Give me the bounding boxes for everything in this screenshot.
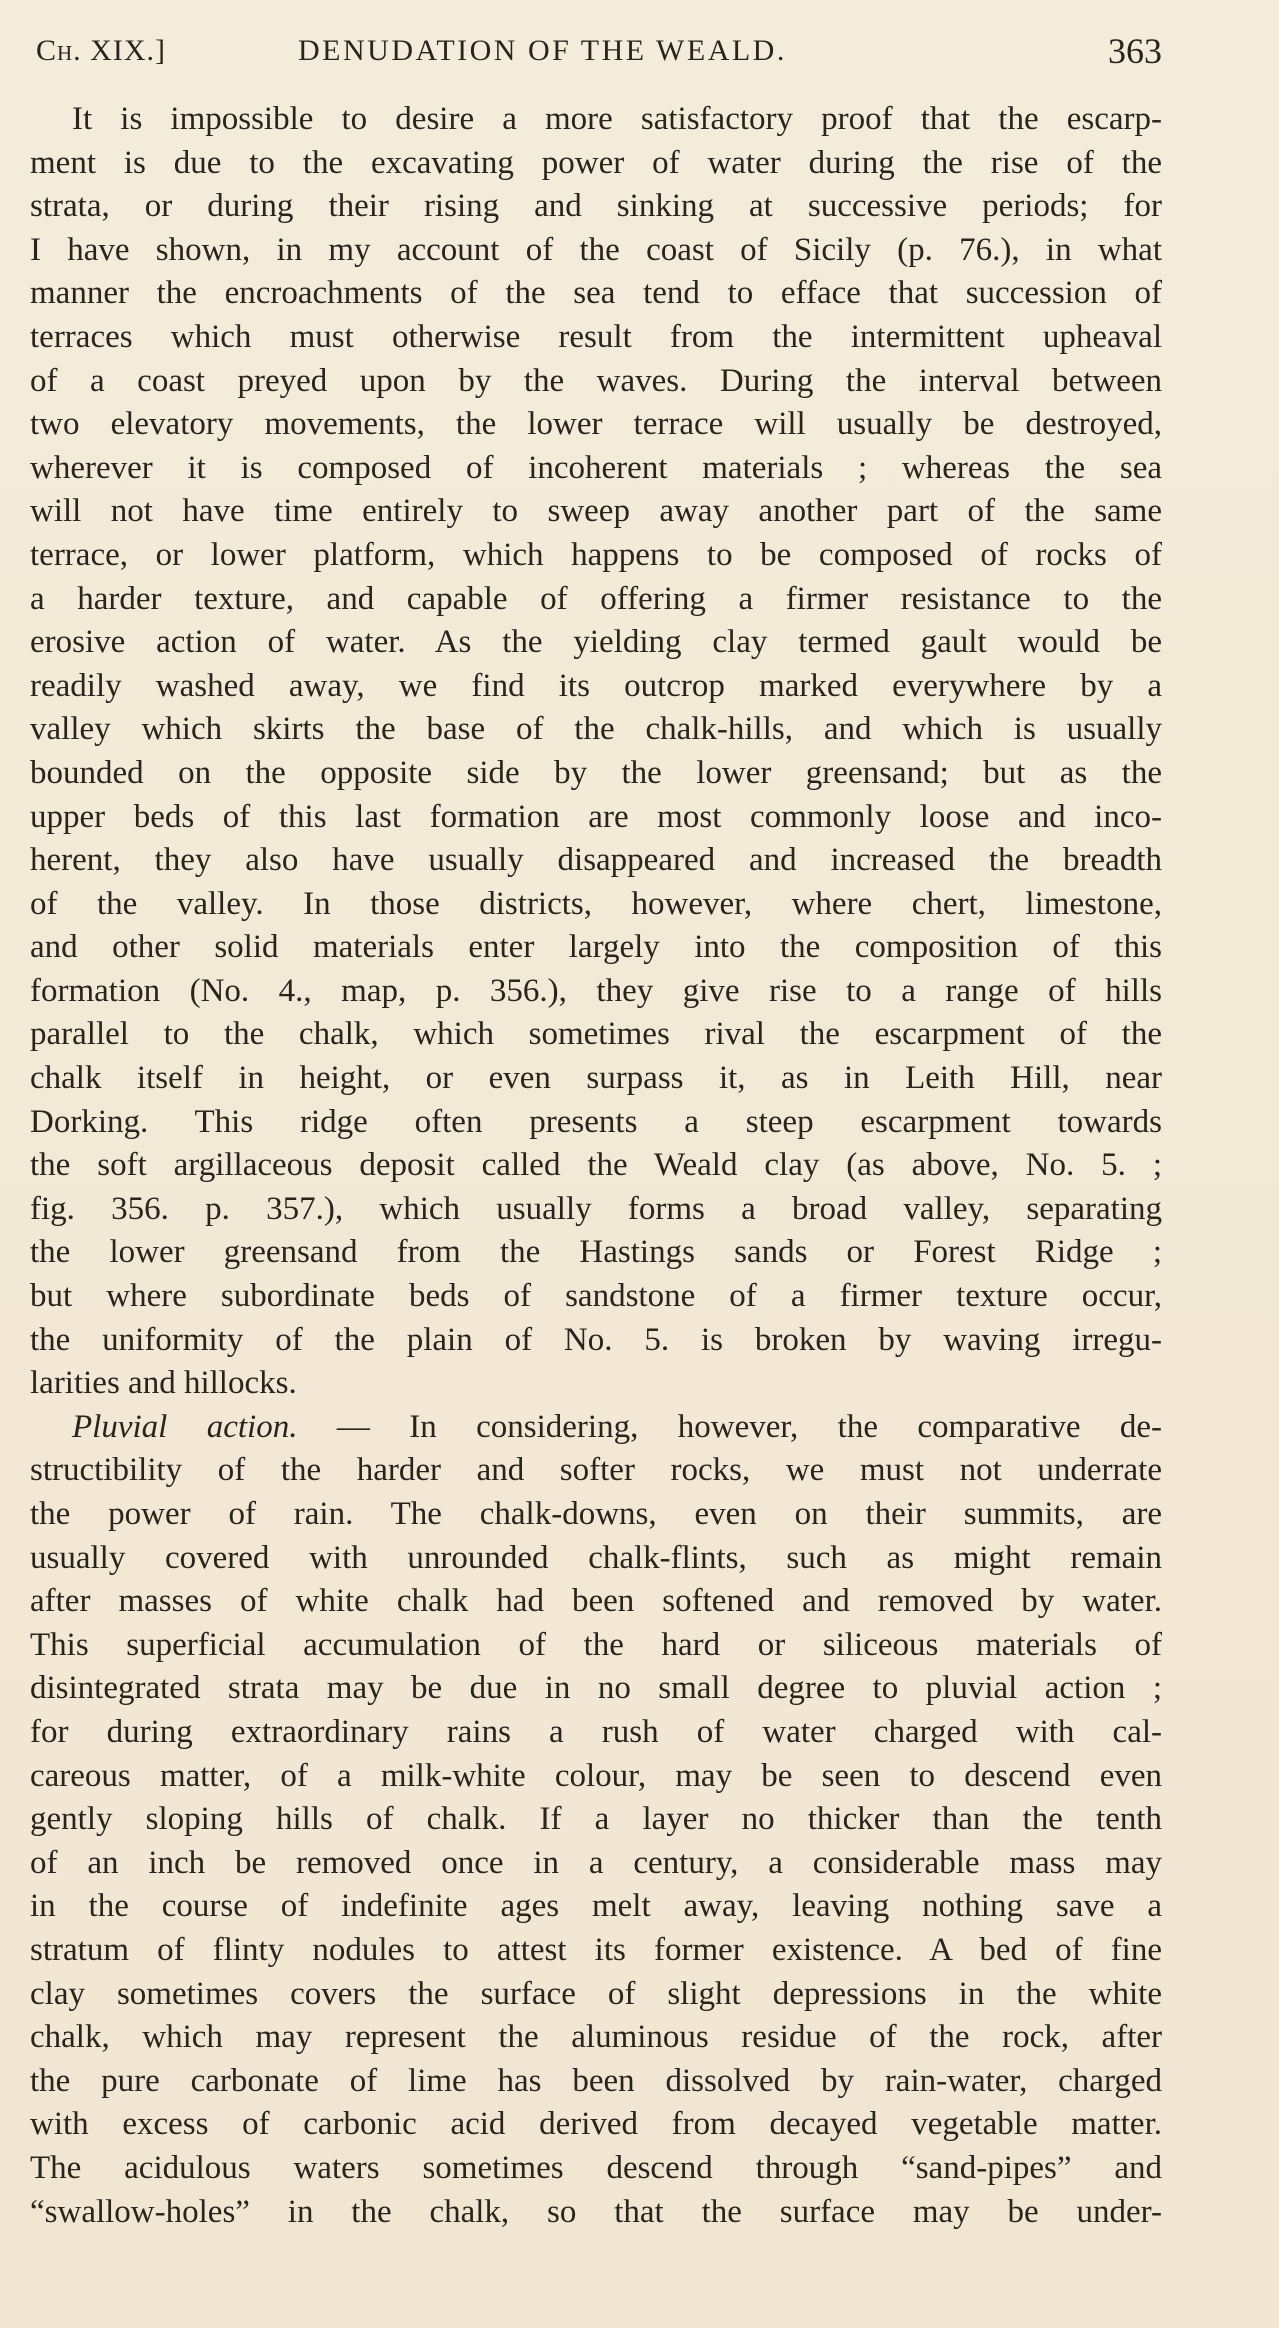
text-line: fig. 356. p. 357.), which usually forms a broad valley, separating [30, 1190, 1162, 1227]
text-line: valley which skirts the base of the chalk-hills, and which is usually [30, 711, 1162, 748]
text-line: bounded on the opposite side by the lower greensand; but as the [30, 754, 1162, 791]
section-heading: Pluvial action. [72, 1408, 298, 1445]
text-line: parallel to the chalk, which sometimes rival the escarpment of the [30, 1016, 1162, 1053]
text-line: wherever it is composed of incoherent materials ; whereas the sea [30, 449, 1162, 486]
text-line: and other solid materials enter largely into the composition of this [30, 929, 1162, 966]
text-line: readily washed away, we find its outcrop marked everywhere by a [30, 667, 1162, 704]
text-line: gently sloping hills of chalk. If a layer no thicker than the tenth [30, 1801, 1162, 1838]
text-line: larities and hillocks. [30, 1365, 297, 1402]
text-line: with excess of carbonic acid derived from decayed vegetable matter. [30, 2106, 1162, 2143]
text-line: herent, they also have usually disappeared and increased the breadth [30, 842, 1162, 879]
text-line: erosive action of water. As the yielding clay termed gault would be [30, 624, 1162, 661]
text-line: upper beds of this last formation are most commonly loose and inco- [30, 798, 1162, 835]
text-line: but where subordinate beds of sandstone of a firmer texture occur, [30, 1278, 1162, 1315]
text-line: of an inch be removed once in a century, a considerable mass may [30, 1844, 1162, 1881]
text-line: This superficial accumulation of the hard or siliceous materials of [30, 1626, 1162, 1663]
running-header [36, 30, 1162, 76]
text-line: clay sometimes covers the surface of slight depressions in the white [30, 1975, 1162, 2012]
text-line: stratum of flinty nodules to attest its former existence. A bed of fine [30, 1931, 1162, 1968]
text-line: two elevatory movements, the lower terrace will usually be destroyed, [30, 406, 1162, 443]
paragraph-pluvial-action [30, 1406, 1162, 2234]
text-line: The acidulous waters sometimes descend through “sand-pipes” and [30, 2149, 1162, 2186]
text-line: chalk itself in height, or even surpass it, as in Leith Hill, near [30, 1060, 1162, 1097]
text-line: after masses of white chalk had been softened and removed by water. [30, 1583, 1162, 1620]
text-line: for during extraordinary rains a rush of water charged with cal- [30, 1713, 1162, 1750]
page-number: 363 [1108, 31, 1162, 71]
text-line: the lower greensand from the Hastings sands or Forest Ridge ; [30, 1234, 1162, 1271]
text-line: ment is due to the excavating power of water during the rise of the [30, 144, 1162, 181]
text-line: disintegrated strata may be due in no small degree to pluvial action ; [30, 1670, 1162, 1707]
text-line: the pure carbonate of lime has been dissolved by rain-water, charged [30, 2062, 1162, 2099]
text-line: It is impossible to desire a more satisfactory proof that the escarp- [72, 101, 1162, 137]
text-line [30, 1406, 1162, 1450]
text-line: usually covered with unrounded chalk-flints, such as might remain [30, 1539, 1162, 1576]
chapter-label: Ch. XIX.] [36, 34, 166, 67]
text-line: the uniformity of the plain of No. 5. is broken by waving irregu- [30, 1321, 1162, 1358]
text-line: in the course of indefinite ages melt away, leaving nothing save a [30, 1888, 1162, 1925]
text-line: chalk, which may represent the aluminous residue of the rock, after [30, 2019, 1162, 2056]
text-line: Dorking. This ridge often presents a steep escarpment towards [30, 1103, 1162, 1140]
text-line: the soft argillaceous deposit called the Weald clay (as above, No. 5. ; [30, 1147, 1162, 1184]
text-line: careous matter, of a milk-white colour, may be seen to descend even [30, 1757, 1162, 1794]
text-line: strata, or during their rising and sinking at successive periods; for [30, 188, 1162, 225]
text-line: of a coast preyed upon by the waves. During the interval between [30, 362, 1162, 399]
text-line: manner the encroachments of the sea tend to efface that succession of [30, 275, 1162, 312]
text-line: I have shown, in my account of the coast of Sicily (p. 76.), in what [30, 231, 1162, 268]
text-line: a harder texture, and capable of offering a firmer resistance to the [30, 580, 1162, 617]
text-line: the power of rain. The chalk-downs, even on their summits, are [30, 1496, 1162, 1532]
text-line: terrace, or lower platform, which happens to be composed of rocks of [30, 536, 1162, 573]
text-line: will not have time entirely to sweep away another part of the same [30, 493, 1162, 530]
text-line: terraces which must otherwise result from the intermittent upheaval [30, 318, 1162, 355]
text-line: formation (No. 4., map, p. 356.), they give rise to a range of hills [30, 972, 1162, 1009]
text-line: structibility of the harder and softer rocks, we must not underrate [30, 1452, 1162, 1489]
text-line: “swallow-holes” in the chalk, so that the surface may be under- [30, 2193, 1162, 2230]
running-title: DENUDATION OF THE WEALD. [298, 34, 787, 67]
text-line: of the valley. In those districts, however, where chert, limestone, [30, 885, 1162, 922]
body-text [30, 98, 1162, 2234]
paragraph-escarpment [30, 98, 1162, 1406]
text-fragment: — In considering, however, the comparative de- [297, 1408, 1163, 1445]
